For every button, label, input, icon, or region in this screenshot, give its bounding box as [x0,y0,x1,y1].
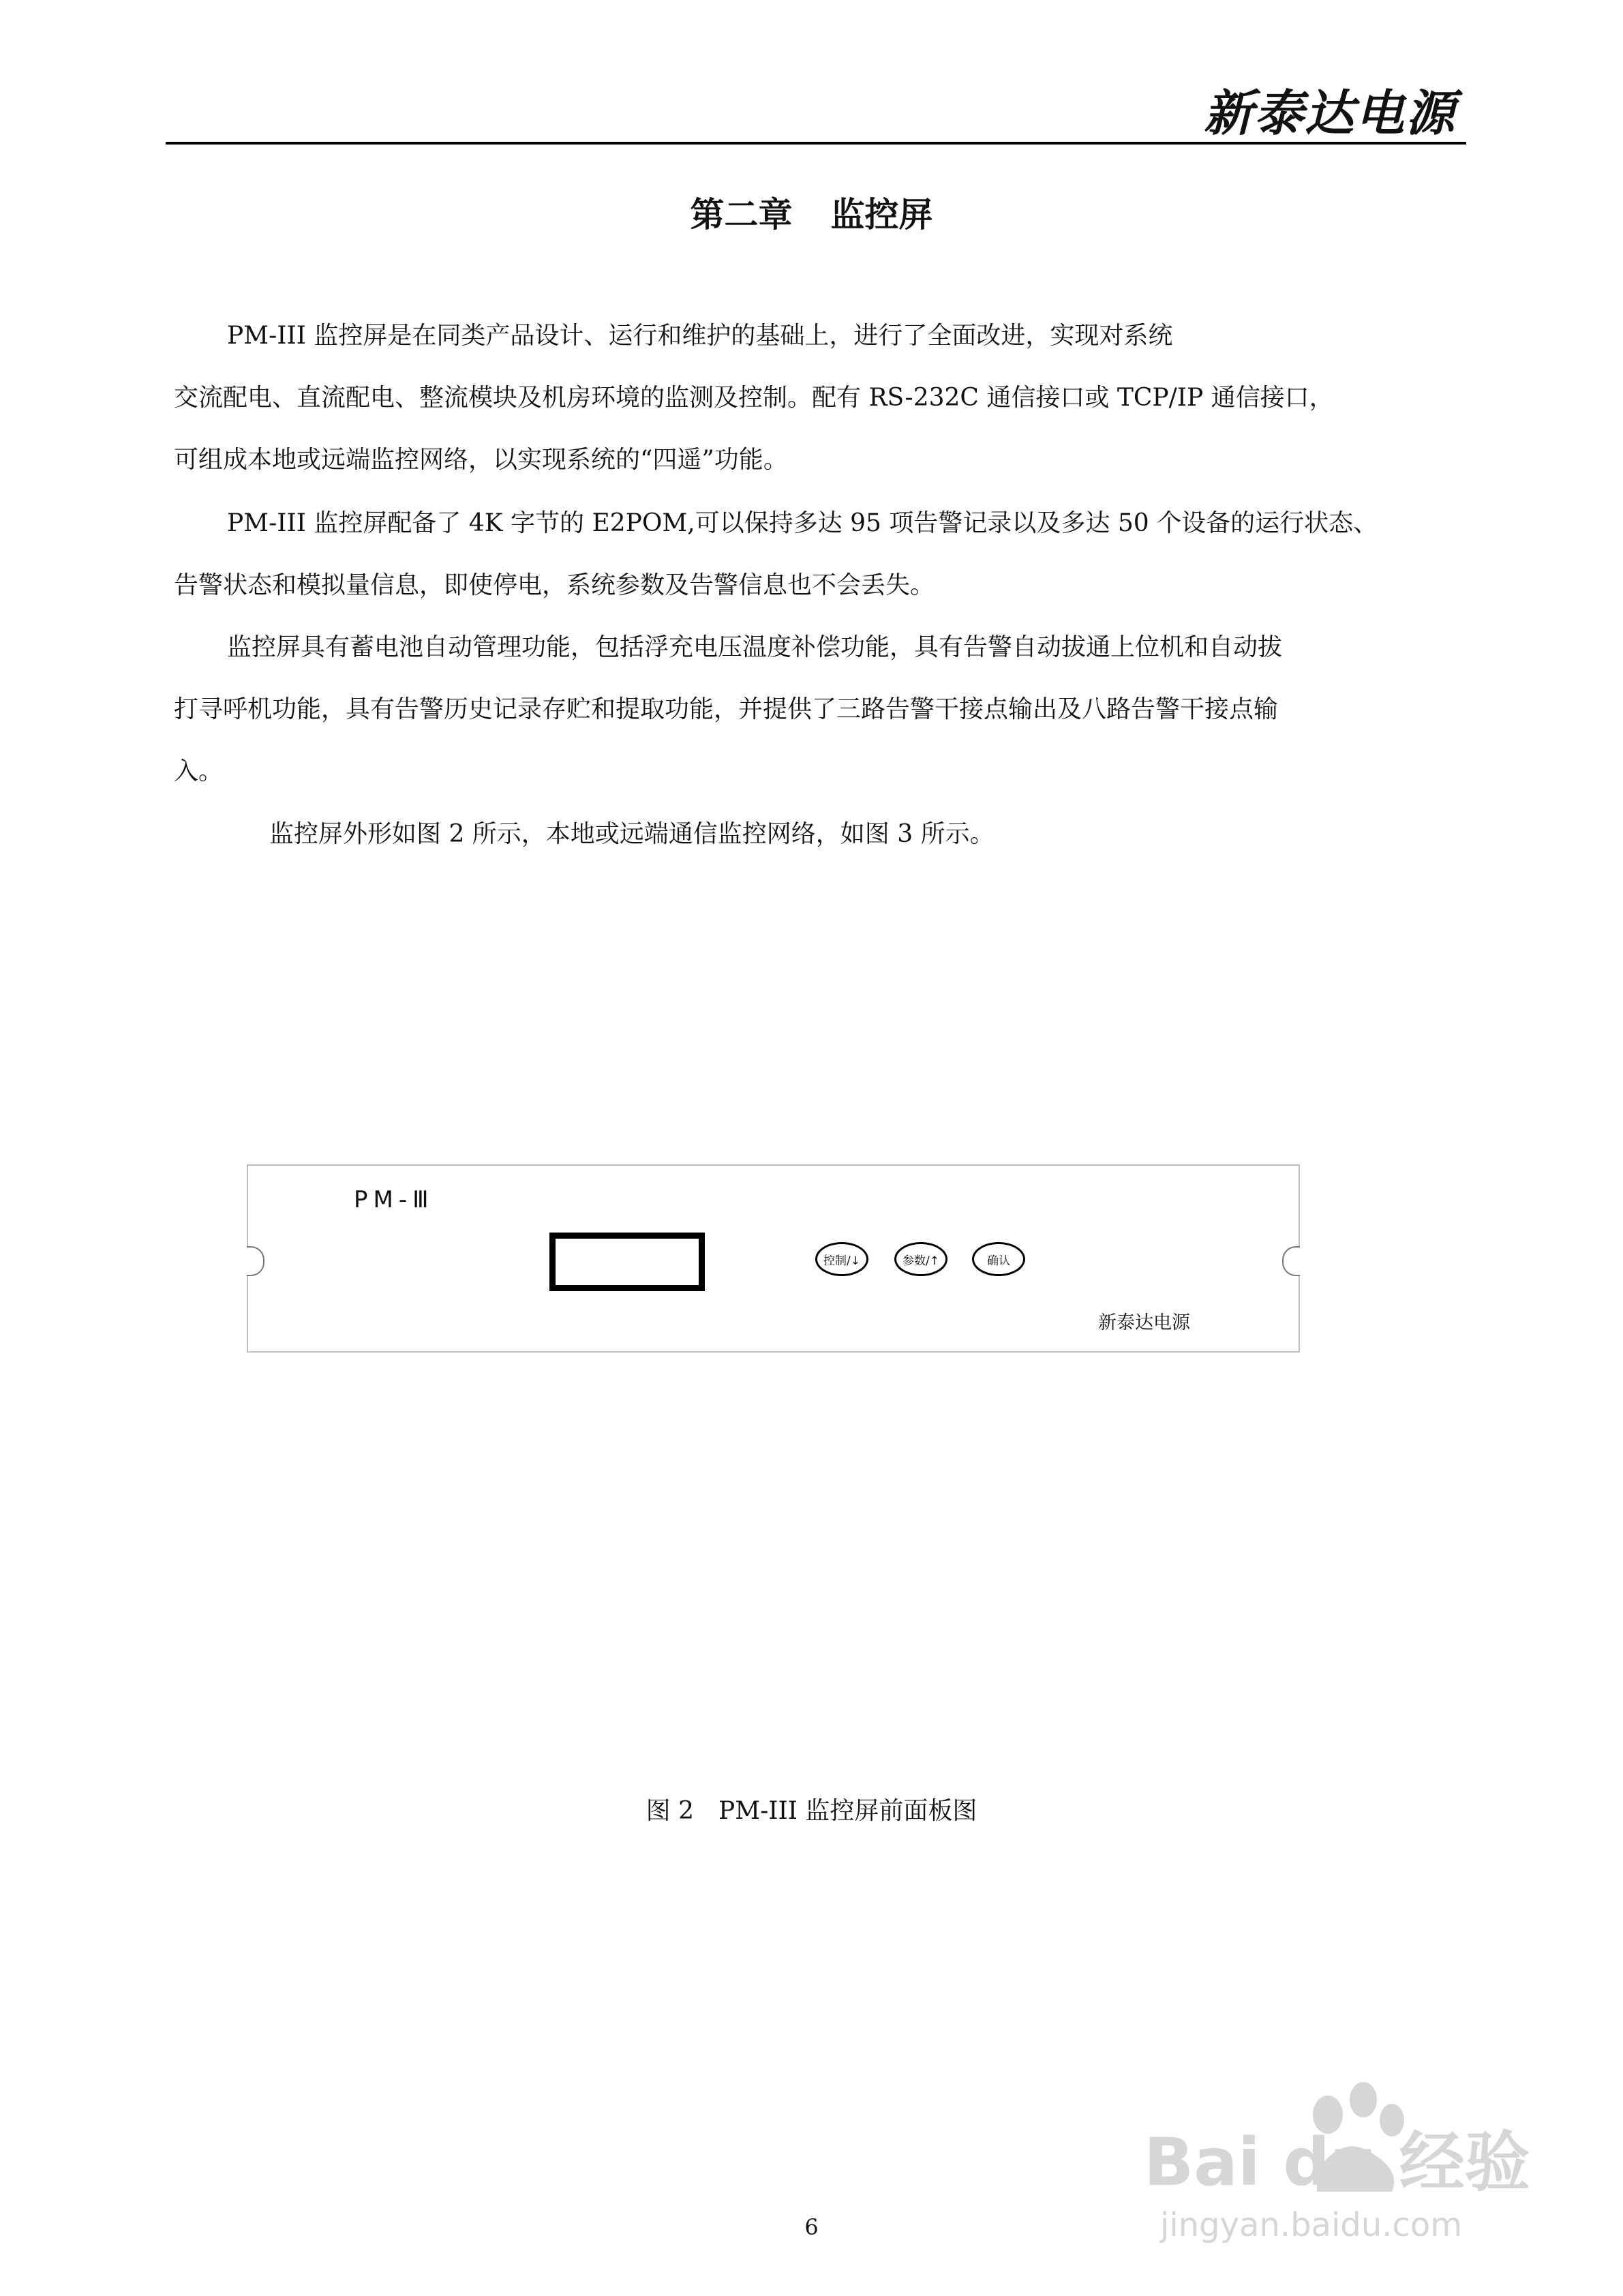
front-panel-figure [247,1164,1300,1353]
chapter-number: 第二章 [690,195,793,235]
panel-model-label: PM-Ⅲ [354,1186,434,1213]
lcd-display [549,1233,705,1291]
page-number: 6 [804,2214,819,2240]
caption-text: PM-III 监控屏前面板图 [718,1797,977,1825]
panel-brand-label: 新泰达电源 [1098,1312,1190,1333]
paragraph-line: 告警状态和模拟量信息，即使停电，系统参数及告警信息也不会丢失。 [174,571,935,599]
control-down-button: 控制/↓ [815,1242,868,1276]
watermark-logo-text: Bai du 经验 [1144,2124,1530,2201]
header-rule [166,142,1466,145]
confirm-button: 确认 [972,1242,1025,1276]
paragraph-line: 监控屏外形如图 2 所示，本地或远端通信监控网络，如图 3 所示。 [269,820,995,848]
figure-caption [0,1792,1623,1826]
params-up-button: 参数/↑ [894,1242,947,1276]
paragraph-line: PM-III 监控屏是在同类产品设计、运行和维护的基础上，进行了全面改进，实现对系统 [227,322,1173,350]
chapter-title [0,187,1623,237]
paragraph-line: 交流配电、直流配电、整流模块及机房环境的监测及控制。配有 RS-232C 通信接口或 TCP/IP 通信接口， [174,384,1334,412]
baidu-jingyan-watermark [1138,2052,1534,2250]
chapter-name: 监控屏 [830,195,933,235]
paragraph-line: PM-III 监控屏配备了 4K 字节的 E2POM,可以保持多达 95 项告警记录以及多达 50 个设备的运行状态、 [227,509,1378,537]
paragraph-line: 监控屏具有蓄电池自动管理功能，包括浮充电压温度补偿功能，具有告警自动拔通上位机和自动拔 [227,633,1283,661]
watermark-url: jingyan.baidu.com [1160,2206,1462,2244]
paragraph-line: 入。 [174,757,224,785]
mounting-notch-right [1282,1246,1300,1276]
header-brand: 新泰达电源 [1203,85,1456,142]
caption-number: 图 2 [646,1797,694,1825]
mounting-notch-left [247,1246,264,1276]
paragraph-line: 可组成本地或远端监控网络，以实现系统的“四遥”功能。 [174,446,788,474]
paragraph-line: 打寻呼机功能，具有告警历史记录存贮和提取功能，并提供了三路告警干接点输出及八路告警干接点输 [174,695,1279,723]
